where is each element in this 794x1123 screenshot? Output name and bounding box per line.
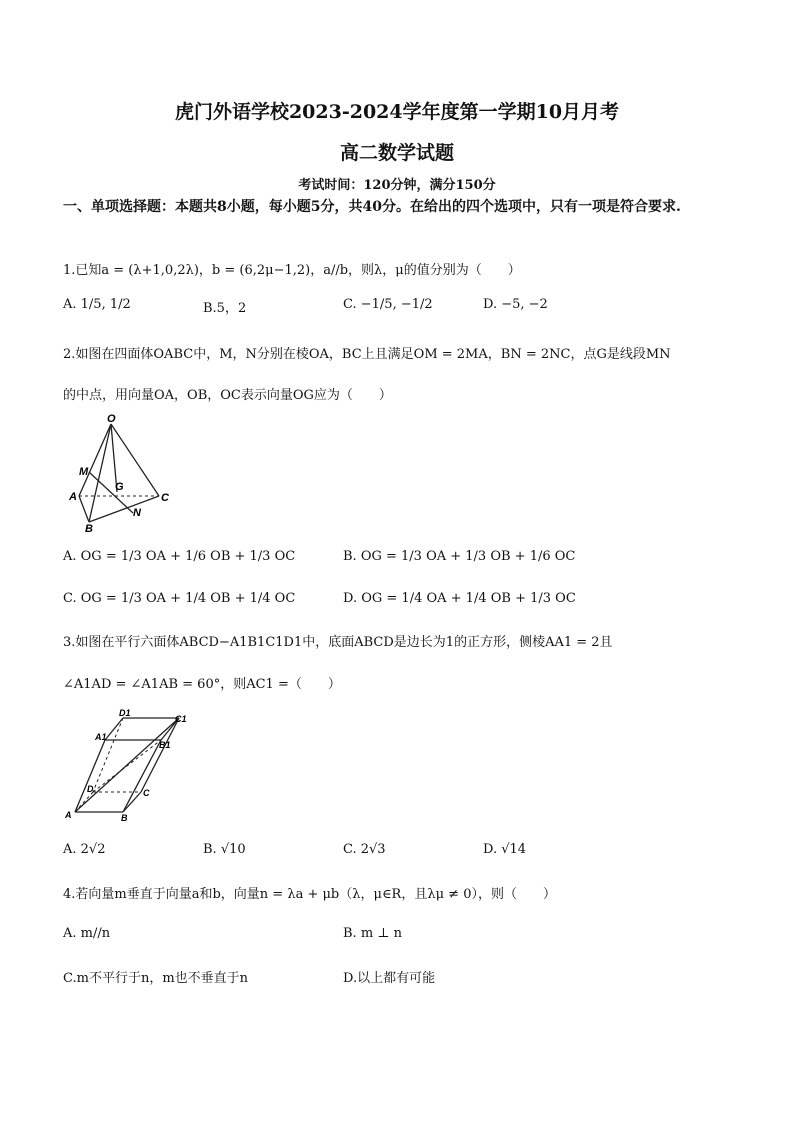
- question-2-stem-line1: 2.如图在四面体OABC中，M，N分别在棱OA，BC上且满足OM = 2MA，BN = 2NC，点G是线段MN: [63, 347, 671, 362]
- label-a: A: [69, 491, 77, 503]
- section-heading: 一、单项选择题：本题共8小题，每小题5分，共40分。在给出的四个选项中，只有一项是符合要求.: [63, 199, 681, 215]
- q2-option-b: B. OG = 1/3 OA + 1/3 OB + 1/6 OC: [343, 549, 576, 564]
- tetrahedron-figure: [63, 410, 183, 535]
- label-d: D: [87, 784, 94, 794]
- exam-info: 考试时间：120分钟，满分150分: [298, 178, 496, 193]
- label-o: O: [107, 413, 116, 425]
- q4-option-b: B. m ⊥ n: [343, 926, 403, 941]
- q4-option-d: D.以上都有可能: [343, 971, 436, 986]
- label-c: C: [143, 788, 150, 798]
- q4-option-c: C.m不平行于n，m也不垂直于n: [63, 971, 249, 986]
- label-d1: D1: [119, 708, 131, 718]
- q3-option-b: B. √10: [203, 842, 246, 857]
- q3-option-d: D. √14: [483, 842, 527, 857]
- label-g: G: [115, 481, 124, 493]
- q2-option-d: D. OG = 1/4 OA + 1/4 OB + 1/3 OC: [343, 591, 576, 606]
- q1-option-d: D. −5, −2: [483, 297, 548, 312]
- question-3-stem-line1: 3.如图在平行六面体ABCD−A1B1C1D1中，底面ABCD是边长为1的正方形，侧棱AA1 = 2且: [63, 635, 613, 650]
- q4-option-a: A. m//n: [63, 926, 111, 941]
- question-3-stem-line2: ∠A1AD = ∠A1AB = 60°，则AC1 =（ ）: [63, 677, 341, 692]
- question-1-stem: 1.已知a = (λ+1,0,2λ)，b = (6,2μ−1,2)，a//b，则λ，μ的值分别为（ ）: [63, 263, 521, 278]
- q3-option-c: C. 2√3: [343, 842, 386, 857]
- label-a: A: [65, 810, 72, 820]
- page-subtitle: 高二数学试题: [339, 142, 454, 164]
- label-b: B: [85, 523, 93, 535]
- label-b: B: [121, 813, 128, 823]
- q1-option-a: A. 1/5, 1/2: [63, 297, 131, 312]
- label-a1: A1: [95, 732, 107, 742]
- q2-option-a: A. OG = 1/3 OA + 1/6 OB + 1/3 OC: [63, 549, 296, 564]
- q2-option-c: C. OG = 1/3 OA + 1/4 OB + 1/4 OC: [63, 591, 296, 606]
- label-n: N: [133, 507, 141, 519]
- label-m: M: [79, 466, 89, 478]
- parallelepiped-figure: [63, 708, 198, 823]
- label-b1: B1: [159, 740, 171, 750]
- question-2-stem-line2: 的中点，用向量OA，OB，OC表示向量OG应为（ ）: [63, 388, 392, 403]
- q3-option-a: A. 2√2: [63, 842, 106, 857]
- label-c: C: [161, 492, 169, 504]
- question-4-stem: 4.若向量m垂直于向量a和b，向量n = λa + μb（λ，μ∈R，且λμ ≠ 0），则（ ）: [63, 887, 556, 902]
- q1-option-c: C. −1/5, −1/2: [343, 297, 433, 312]
- q1-option-b: B.5，2: [203, 301, 247, 316]
- label-c1: C1: [175, 714, 187, 724]
- page-title: 虎门外语学校2023-2024学年度第一学期10月月考: [174, 101, 620, 123]
